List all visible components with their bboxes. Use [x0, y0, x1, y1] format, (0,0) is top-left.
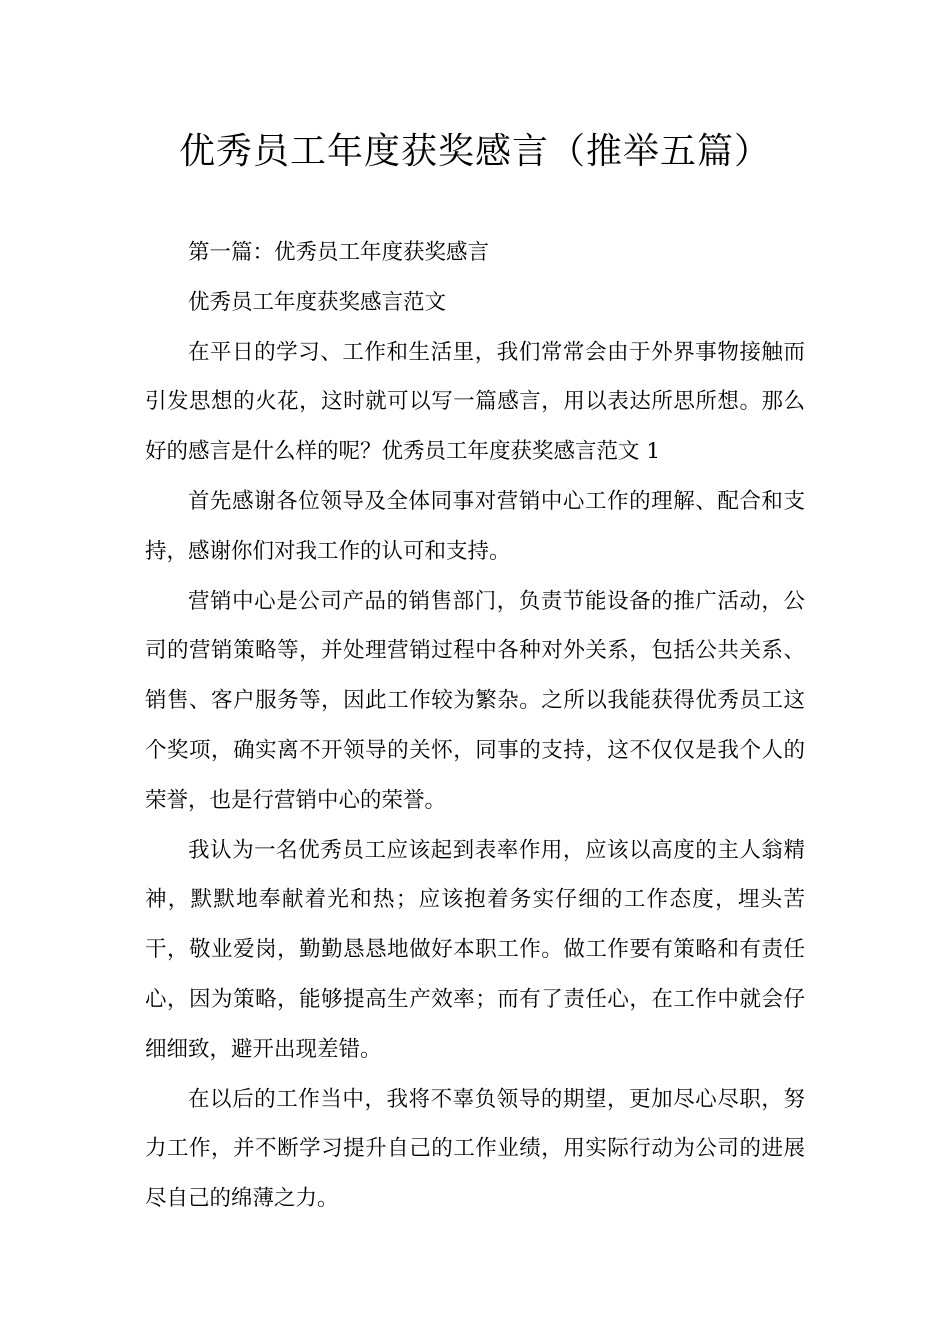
paragraph-3: 营销中心是公司产品的销售部门，负责节能设备的推广活动，公司的营销策略等，并处理营销过程中各种对外关系，包括公共关系、销售、客户服务等，因此工作较为繁杂。之所以我能获得优秀员工这个奖项，确实离不开领导的关怀，同事的支持，这不仅仅是我个人的荣誉，也是行营销中心的荣誉。 — [145, 588, 805, 813]
document-title: 优秀员工年度获奖感言（推举五篇） — [178, 131, 771, 172]
paragraph-1: 在平日的学习、工作和生活里，我们常常会由于外界事物接触而引发思想的火花，这时就可以写一篇感言，用以表达所思所想。那么好的感言是什么样的呢？优秀员工年度获奖感言范文 1 — [145, 339, 805, 465]
sub-heading: 优秀员工年度获奖感言范文 — [188, 289, 447, 315]
paragraph-5: 在以后的工作当中，我将不辜负领导的期望，更加尽心尽职，努力工作，并不断学习提升自己的工作业绩，用实际行动为公司的进展尽自己的绵薄之力。 — [145, 1086, 805, 1212]
paragraph-4: 我认为一名优秀员工应该起到表率作用，应该以高度的主人翁精神，默默地奉献着光和热；应该抱着务实仔细的工作态度，埋头苦干，敬业爱岗，勤勤恳恳地做好本职工作。做工作要有策略和有责任心，因为策略，能够提高生产效率；而有了责任心，在工作中就会仔细细致，避开出现差错。 — [145, 837, 805, 1062]
section-heading: 第一篇：优秀员工年度获奖感言 — [188, 240, 490, 265]
paragraph-2: 首先感谢各位领导及全体同事对营销中心工作的理解、配合和支持，感谢你们对我工作的认可和支持。 — [145, 488, 805, 564]
document-body — [145, 228, 805, 1224]
